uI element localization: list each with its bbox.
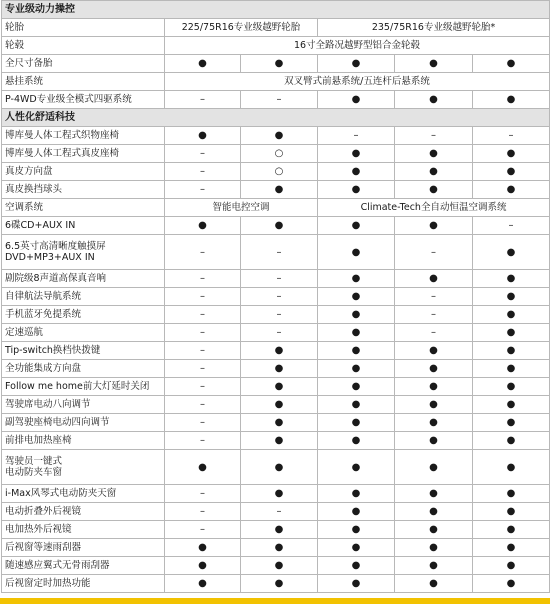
not-available-mark: –: [165, 414, 241, 432]
not-available-mark: –: [241, 91, 318, 109]
variant-header: 225/75R16专业级越野轮胎: [165, 19, 318, 37]
standard-mark: ●: [395, 521, 473, 539]
not-available-mark: –: [241, 306, 318, 324]
standard-mark: ●: [241, 450, 318, 485]
feature-label: 自律航法导航系统: [2, 288, 165, 306]
standard-mark: ●: [318, 521, 395, 539]
standard-mark: ●: [318, 575, 395, 593]
spec-row: [2, 378, 550, 396]
spec-row: [2, 199, 550, 217]
feature-label: 真皮换挡球头: [2, 181, 165, 199]
optional-mark: ○: [241, 145, 318, 163]
section-title: 专业级动力操控: [2, 1, 550, 19]
standard-mark: ●: [473, 324, 550, 342]
standard-mark: ●: [473, 485, 550, 503]
feature-label: 手机蓝牙免提系统: [2, 306, 165, 324]
not-available-mark: –: [318, 127, 395, 145]
standard-mark: ●: [318, 503, 395, 521]
feature-label: 剧院级8声道高保真音响: [2, 270, 165, 288]
not-available-mark: –: [165, 342, 241, 360]
spec-row: [2, 217, 550, 235]
standard-mark: ●: [241, 342, 318, 360]
standard-mark: ●: [241, 396, 318, 414]
not-available-mark: –: [241, 503, 318, 521]
standard-mark: ●: [395, 539, 473, 557]
feature-label: 6.5英寸高清晰度触摸屏 DVD+MP3+AUX IN: [2, 235, 165, 270]
standard-mark: ●: [473, 163, 550, 181]
standard-mark: ●: [241, 521, 318, 539]
standard-mark: ●: [241, 378, 318, 396]
standard-mark: ●: [165, 557, 241, 575]
not-available-mark: –: [165, 432, 241, 450]
standard-mark: ●: [241, 485, 318, 503]
not-available-mark: –: [165, 145, 241, 163]
spec-row: [2, 414, 550, 432]
spec-row: [2, 127, 550, 145]
standard-mark: ●: [165, 55, 241, 73]
not-available-mark: –: [395, 306, 473, 324]
standard-mark: ●: [395, 432, 473, 450]
standard-mark: ●: [318, 432, 395, 450]
feature-label: 后视窗定时加热功能: [2, 575, 165, 593]
standard-mark: ●: [318, 557, 395, 575]
feature-label: 轮胎: [2, 19, 165, 37]
section-header: [2, 1, 550, 19]
standard-mark: ●: [241, 127, 318, 145]
spec-row: [2, 539, 550, 557]
spec-row: [2, 575, 550, 593]
spec-row: [2, 19, 550, 37]
standard-mark: ●: [318, 181, 395, 199]
standard-mark: ●: [473, 396, 550, 414]
standard-mark: ●: [318, 306, 395, 324]
standard-mark: ●: [318, 414, 395, 432]
spec-row: [2, 503, 550, 521]
not-available-mark: –: [165, 181, 241, 199]
standard-mark: ●: [165, 575, 241, 593]
feature-label: Follow me home前大灯延时关闭: [2, 378, 165, 396]
standard-mark: ●: [318, 396, 395, 414]
standard-mark: ●: [473, 145, 550, 163]
standard-mark: ●: [241, 181, 318, 199]
standard-mark: ●: [395, 485, 473, 503]
standard-mark: ●: [395, 217, 473, 235]
standard-mark: ●: [241, 414, 318, 432]
standard-mark: ●: [395, 450, 473, 485]
standard-mark: ●: [395, 503, 473, 521]
standard-mark: ●: [395, 396, 473, 414]
standard-mark: ●: [473, 270, 550, 288]
not-available-mark: –: [165, 503, 241, 521]
standard-mark: ●: [395, 163, 473, 181]
standard-mark: ●: [241, 539, 318, 557]
feature-label: 博库曼人体工程式真皮座椅: [2, 145, 165, 163]
feature-label: P-4WD专业级全模式四驱系统: [2, 91, 165, 109]
feature-label: 驾驶员一键式 电动防夹车窗: [2, 450, 165, 485]
standard-mark: ●: [473, 450, 550, 485]
not-available-mark: –: [165, 270, 241, 288]
standard-mark: ●: [473, 360, 550, 378]
standard-mark: ●: [473, 432, 550, 450]
not-available-mark: –: [241, 324, 318, 342]
feature-label: 真皮方向盘: [2, 163, 165, 181]
spec-row: [2, 432, 550, 450]
not-available-mark: –: [473, 217, 550, 235]
feature-label: 后视窗等速雨刮器: [2, 539, 165, 557]
standard-mark: ●: [473, 378, 550, 396]
standard-mark: ●: [318, 91, 395, 109]
standard-mark: ●: [473, 575, 550, 593]
standard-mark: ●: [395, 378, 473, 396]
spec-row: [2, 342, 550, 360]
spec-value: 智能电控空调: [165, 199, 318, 217]
standard-mark: ●: [395, 575, 473, 593]
spec-value: Climate-Tech全自动恒温空调系统: [318, 199, 550, 217]
standard-mark: ●: [318, 145, 395, 163]
standard-mark: ●: [165, 127, 241, 145]
not-available-mark: –: [165, 485, 241, 503]
spec-row: [2, 485, 550, 503]
standard-mark: ●: [318, 378, 395, 396]
feature-label: 电加热外后视镜: [2, 521, 165, 539]
not-available-mark: –: [165, 396, 241, 414]
standard-mark: ●: [473, 557, 550, 575]
standard-mark: ●: [241, 360, 318, 378]
standard-mark: ●: [241, 432, 318, 450]
section-title: 人性化舒适科技: [2, 109, 550, 127]
spec-row: [2, 55, 550, 73]
spec-row: [2, 360, 550, 378]
spec-row: [2, 163, 550, 181]
variant-header: 235/75R16专业级越野轮胎*: [318, 19, 550, 37]
spec-row: [2, 306, 550, 324]
standard-mark: ●: [395, 557, 473, 575]
spec-row: [2, 73, 550, 91]
not-available-mark: –: [165, 163, 241, 181]
feature-label: 随速感应翼式无骨雨刮器: [2, 557, 165, 575]
standard-mark: ●: [318, 217, 395, 235]
standard-mark: ●: [395, 414, 473, 432]
spec-row: [2, 396, 550, 414]
bottom-accent-bar: [0, 598, 550, 604]
standard-mark: ●: [318, 270, 395, 288]
standard-mark: ●: [241, 557, 318, 575]
standard-mark: ●: [473, 539, 550, 557]
standard-mark: ●: [241, 575, 318, 593]
not-available-mark: –: [395, 127, 473, 145]
not-available-mark: –: [241, 235, 318, 270]
spec-row: [2, 557, 550, 575]
feature-label: 悬挂系统: [2, 73, 165, 91]
standard-mark: ●: [395, 342, 473, 360]
not-available-mark: –: [241, 288, 318, 306]
spec-row: [2, 324, 550, 342]
spec-value: 16寸全路况越野型铝合金轮毂: [165, 37, 550, 55]
standard-mark: ●: [473, 503, 550, 521]
spec-row: [2, 521, 550, 539]
standard-mark: ●: [318, 55, 395, 73]
standard-mark: ●: [165, 217, 241, 235]
spec-row: [2, 145, 550, 163]
not-available-mark: –: [165, 521, 241, 539]
feature-label: i-Max风琴式电动防夹天窗: [2, 485, 165, 503]
feature-label: 全尺寸备胎: [2, 55, 165, 73]
standard-mark: ●: [165, 450, 241, 485]
spec-row: [2, 37, 550, 55]
standard-mark: ●: [318, 235, 395, 270]
spec-table: [1, 0, 550, 593]
spec-row: [2, 235, 550, 270]
optional-mark: ○: [241, 163, 318, 181]
standard-mark: ●: [395, 360, 473, 378]
standard-mark: ●: [473, 55, 550, 73]
feature-label: 定速巡航: [2, 324, 165, 342]
standard-mark: ●: [318, 288, 395, 306]
standard-mark: ●: [318, 360, 395, 378]
not-available-mark: –: [165, 91, 241, 109]
spec-row: [2, 181, 550, 199]
feature-label: 前排电加热座椅: [2, 432, 165, 450]
feature-label: 空调系统: [2, 199, 165, 217]
feature-label: 博库曼人体工程式织物座椅: [2, 127, 165, 145]
standard-mark: ●: [318, 450, 395, 485]
standard-mark: ●: [318, 342, 395, 360]
not-available-mark: –: [241, 270, 318, 288]
standard-mark: ●: [318, 485, 395, 503]
not-available-mark: –: [165, 360, 241, 378]
standard-mark: ●: [241, 217, 318, 235]
standard-mark: ●: [395, 91, 473, 109]
not-available-mark: –: [165, 288, 241, 306]
standard-mark: ●: [395, 181, 473, 199]
not-available-mark: –: [165, 324, 241, 342]
feature-label: 全功能集成方向盘: [2, 360, 165, 378]
not-available-mark: –: [165, 306, 241, 324]
standard-mark: ●: [473, 521, 550, 539]
standard-mark: ●: [473, 91, 550, 109]
feature-label: 6碟CD+AUX IN: [2, 217, 165, 235]
not-available-mark: –: [165, 235, 241, 270]
spec-row: [2, 288, 550, 306]
standard-mark: ●: [473, 306, 550, 324]
standard-mark: ●: [318, 539, 395, 557]
not-available-mark: –: [165, 378, 241, 396]
section-header: [2, 109, 550, 127]
standard-mark: ●: [473, 235, 550, 270]
standard-mark: ●: [395, 55, 473, 73]
feature-label: 轮毂: [2, 37, 165, 55]
standard-mark: ●: [241, 55, 318, 73]
standard-mark: ●: [473, 342, 550, 360]
standard-mark: ●: [473, 181, 550, 199]
not-available-mark: –: [395, 235, 473, 270]
standard-mark: ●: [318, 163, 395, 181]
spec-row: [2, 450, 550, 485]
not-available-mark: –: [473, 127, 550, 145]
standard-mark: ●: [318, 324, 395, 342]
feature-label: 副驾驶座椅电动四向调节: [2, 414, 165, 432]
standard-mark: ●: [165, 539, 241, 557]
standard-mark: ●: [473, 414, 550, 432]
feature-label: Tip-switch换档快拨键: [2, 342, 165, 360]
feature-label: 电动折叠外后视镜: [2, 503, 165, 521]
not-available-mark: –: [395, 324, 473, 342]
feature-label: 驾驶席电动八向调节: [2, 396, 165, 414]
spec-value: 双叉臂式前悬系统/五连杆后悬系统: [165, 73, 550, 91]
not-available-mark: –: [395, 288, 473, 306]
standard-mark: ●: [473, 288, 550, 306]
standard-mark: ●: [395, 145, 473, 163]
spec-row: [2, 270, 550, 288]
standard-mark: ●: [395, 270, 473, 288]
spec-row: [2, 91, 550, 109]
